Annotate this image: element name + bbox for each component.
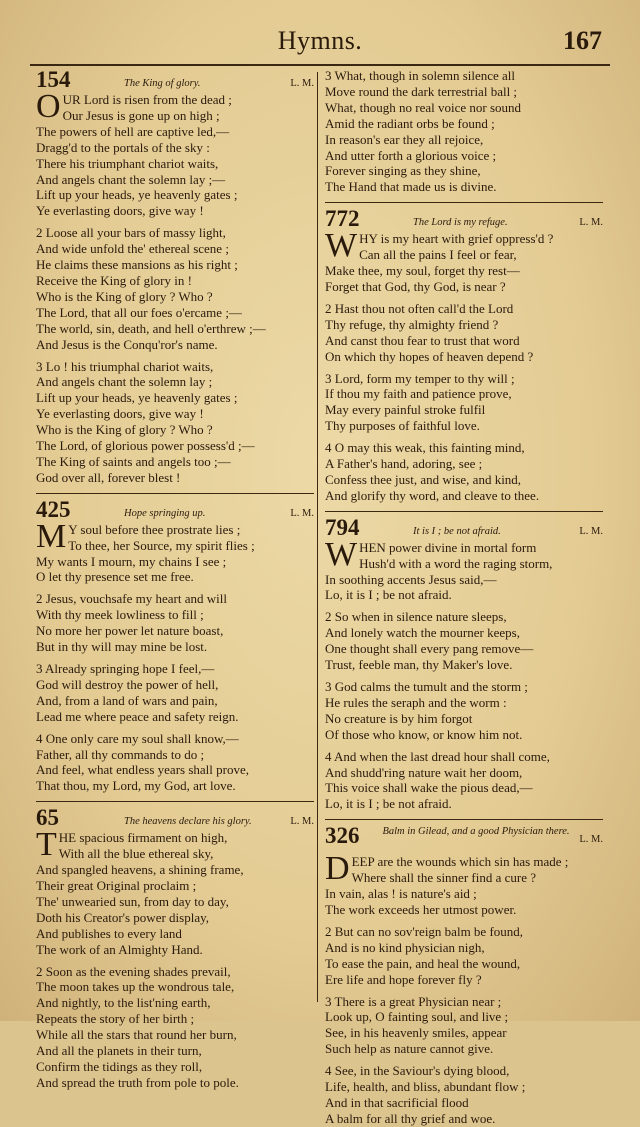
verse-line: To ease the pain, and heal the wound, xyxy=(325,955,521,971)
verse-line: 3 God calms the tumult and the storm ; xyxy=(325,679,528,694)
verse-line: 2 Soon as the evening shades prevail, xyxy=(36,963,231,979)
drop-cap: M xyxy=(36,517,67,555)
verse-line: Such help as nature cannot give. xyxy=(325,1041,494,1057)
verse-line: 3 There is a great Physician near ; xyxy=(325,993,502,1009)
verse-text: HY is my heart with grief oppress'd ? xyxy=(359,231,554,247)
hymn xyxy=(325,819,603,1127)
hymn xyxy=(36,801,314,1091)
verse-line: 3 What, though in solemn silence all xyxy=(325,68,516,83)
verse-line: In soothing accents Jesus said,— xyxy=(325,571,497,587)
hymn-meter: L. M. xyxy=(579,525,603,537)
hymn xyxy=(325,202,603,504)
hymn xyxy=(325,68,603,195)
verse-line: The work exceeds her utmost power. xyxy=(325,901,517,917)
stanza xyxy=(36,225,314,352)
stanza xyxy=(36,661,314,725)
hymn-separator xyxy=(325,202,603,203)
verse-line: And angels chant the solemn lay ;— xyxy=(36,171,226,187)
verse-line: The powers of hell are captive led,— xyxy=(36,123,230,139)
verse-line: And spread the truth from pole to pole. xyxy=(36,1074,239,1090)
left-column xyxy=(36,67,314,1090)
stanza xyxy=(36,826,314,957)
verse-line: Ye everlasting doors, give way ! xyxy=(36,406,204,422)
stanza xyxy=(36,731,314,795)
verse-line: Can all the pains I feel or fear, xyxy=(359,247,517,263)
verse-line: Where shall the sinner find a cure ? xyxy=(351,870,537,886)
verse-line: The Hand that made us is divine. xyxy=(325,179,497,195)
verse-line: Amid the radiant orbs be found ; xyxy=(325,115,495,131)
verse-line: And angels chant the solemn lay ; xyxy=(36,374,213,390)
stanza xyxy=(36,964,314,1091)
verse-line: In reason's ear they all rejoice, xyxy=(325,131,484,147)
verse-line: 4 O may this weak, this fainting mind, xyxy=(325,440,525,456)
hymn-subject: Balm in Gilead, and a good Physician there. xyxy=(382,826,570,838)
verse-line: Father, all thy commands to do ; xyxy=(36,746,205,762)
verse-line: Confess thee just, and wise, and kind, xyxy=(325,471,522,487)
verse-line: Hush'd with a word the raging storm, xyxy=(359,555,553,571)
verse-text: EEP are the wounds which sin has made ; xyxy=(351,854,569,870)
verse-line: The Lord, that all our foes o'ercame ;— xyxy=(36,304,242,320)
hymn-separator xyxy=(325,511,603,512)
verse-line: That thou, my Lord, my God, art love. xyxy=(36,778,236,794)
verse-line: Lead me where peace and safety reign. xyxy=(36,708,239,724)
stanza xyxy=(325,371,603,435)
verse-line: And, from a land of wars and pain, xyxy=(36,692,218,708)
hymn-number: 326 xyxy=(325,823,360,849)
verse-line: And Jesus is the Conqu'ror's name. xyxy=(36,336,218,352)
stanza xyxy=(36,88,314,219)
verse-line: May every painful stroke fulfil xyxy=(325,402,486,418)
verse-line: And in that sacrificial flood xyxy=(325,1094,469,1110)
verse-line: With all the blue ethereal sky, xyxy=(58,846,214,862)
hymn-heading xyxy=(325,824,603,854)
drop-cap: W xyxy=(325,227,358,265)
stanza xyxy=(36,591,314,655)
verse-line: One thought shall every pang remove— xyxy=(325,641,534,657)
hymn xyxy=(36,493,314,795)
stanza xyxy=(36,517,314,586)
hymn-subject: The heavens declare his glory. xyxy=(124,816,252,828)
verse-line: While all the stars that round her burn, xyxy=(36,1027,237,1043)
verse-line: And utter forth a glorious voice ; xyxy=(325,147,497,163)
verse-line: And canst thou fear to trust that word xyxy=(325,332,520,348)
verse-line: And wide unfold the' ethereal scene ; xyxy=(36,241,229,257)
drop-cap: O xyxy=(36,88,61,125)
verse-line: Receive the King of glory in ! xyxy=(36,272,192,288)
verse-line: God over all, forever blest ! xyxy=(36,469,181,485)
verse-line: A Father's hand, adoring, see ; xyxy=(325,456,483,472)
verse-line: Repeats the story of her birth ; xyxy=(36,1011,195,1027)
verse-line: And glorify thy word, and cleave to thee. xyxy=(325,487,540,503)
hymn-number: 425 xyxy=(36,496,71,522)
verse-line: 4 See, in the Saviour's dying blood, xyxy=(325,1063,510,1079)
verse-line: Their great Original proclaim ; xyxy=(36,877,197,893)
verse-line: Life, health, and bliss, abundant flow ; xyxy=(325,1079,526,1095)
verse-line: 2 But can no sov'reign balm be found, xyxy=(325,923,524,939)
verse-line: 3 Already springing hope I feel,— xyxy=(36,661,215,676)
stanza xyxy=(325,1063,603,1127)
verse-line: Forget that God, thy God, is near ? xyxy=(325,278,506,294)
verse-line: No more her power let nature boast, xyxy=(36,623,224,639)
verse-line: Trust, feeble man, thy Maker's love. xyxy=(325,657,513,673)
verse-line: He claims these mansions as his right ; xyxy=(36,257,238,273)
verse-line: And nightly, to the list'ning earth, xyxy=(36,995,211,1011)
verse-line: Lift up your heads, ye heavenly gates ; xyxy=(36,390,238,406)
verse-line: Lo, it is I ; be not afraid. xyxy=(325,587,452,603)
verse-line: What, though no real voice nor sound xyxy=(325,99,522,115)
verse-line: 4 And when the last dread hour shall come, xyxy=(325,748,550,764)
verse-line: 4 One only care my soul shall know,— xyxy=(36,730,239,746)
stanza xyxy=(325,68,603,195)
stanza xyxy=(325,301,603,365)
verse-line: And shudd'ring nature wait her doom, xyxy=(325,764,523,780)
verse-line: And all the planets in their turn, xyxy=(36,1043,202,1059)
hymn-heading xyxy=(36,68,314,92)
hymn-separator xyxy=(36,493,314,494)
hymn-heading xyxy=(36,806,314,830)
verse-line: And spangled heavens, a shining frame, xyxy=(36,862,244,878)
hymn-meter: L. M. xyxy=(290,816,314,828)
verse-text: HEN power divine in mortal form xyxy=(359,539,537,555)
verse-line: With thy meek lowliness to fill ; xyxy=(36,607,204,623)
verse-line: Make thee, my soul, forget thy rest— xyxy=(325,263,520,279)
column-divider xyxy=(317,72,318,1002)
stanza xyxy=(325,924,603,988)
hymn-subject: The King of glory. xyxy=(124,78,201,89)
drop-cap: D xyxy=(325,850,350,888)
hymn-meter: L. M. xyxy=(290,507,314,519)
verse-text: Y soul before thee prostrate lies ; xyxy=(68,521,241,537)
stanza xyxy=(325,440,603,504)
verse-line: Doth his Creator's power display, xyxy=(36,909,209,925)
hymn-number: 794 xyxy=(325,514,360,540)
verse-line: O let thy presence set me free. xyxy=(36,569,194,585)
stanza xyxy=(325,227,603,295)
verse-line: Ere life and hope forever fly ? xyxy=(325,971,482,987)
verse-line: Ye everlasting doors, give way ! xyxy=(36,203,204,219)
verse-line: If thou my faith and patience prove, xyxy=(325,386,512,402)
verse-line: There his triumphant chariot waits, xyxy=(36,155,219,171)
verse-line: Lo, it is I ; be not afraid. xyxy=(325,796,452,812)
verse-line: And lonely watch the mourner keeps, xyxy=(325,625,520,641)
verse-line: My wants I mourn, my chains I see ; xyxy=(36,553,227,569)
drop-cap: T xyxy=(36,826,57,864)
stanza xyxy=(325,535,603,604)
verse-line: 3 Lo ! his triumphal chariot waits, xyxy=(36,358,214,374)
hymn-meter: L. M. xyxy=(579,834,603,846)
verse-text: UR Lord is risen from the dead ; xyxy=(62,92,232,107)
verse-line: But in thy will may mine be lost. xyxy=(36,639,208,655)
verse-line: Confirm the tidings as they roll, xyxy=(36,1058,203,1074)
drop-cap: W xyxy=(325,535,358,573)
stanza xyxy=(325,850,603,918)
hymn-heading xyxy=(325,207,603,231)
verse-line: 2 Jesus, vouchsafe my heart and will xyxy=(36,591,227,607)
verse-line: 2 So when in silence nature sleeps, xyxy=(325,609,507,625)
hymn-subject: Hope springing up. xyxy=(124,507,206,519)
hymn-meter: L. M. xyxy=(579,217,603,229)
verse-line: In vain, alas ! is nature's aid ; xyxy=(325,886,477,902)
verse-text: HE spacious firmament on high, xyxy=(58,830,228,846)
stanza xyxy=(36,359,314,486)
page-title: Hymns. xyxy=(277,26,363,55)
verse-line: And feel, what endless years shall prove, xyxy=(36,762,249,778)
right-column xyxy=(325,68,603,1126)
verse-line: The Lord, of glorious power possess'd ;— xyxy=(36,438,255,454)
page-number: 167 xyxy=(563,26,602,55)
verse-line: The work of an Almighty Hand. xyxy=(36,941,203,957)
verse-line: The' unwearied sun, from day to day, xyxy=(36,893,229,909)
stanza xyxy=(325,609,603,673)
verse-line: Lift up your heads, ye heavenly gates ; xyxy=(36,187,238,203)
verse-line: Dragg'd to the portals of the sky : xyxy=(36,139,210,155)
verse-line: Who is the King of glory ? Who ? xyxy=(36,422,213,438)
hymn-heading xyxy=(36,498,314,522)
verse-line: See, in his heavenly smiles, appear xyxy=(325,1025,507,1041)
verse-line: The world, sin, death, and hell o'erthrew ;— xyxy=(36,320,266,336)
stanza xyxy=(325,749,603,813)
hymn-separator xyxy=(36,801,314,802)
verse-line: Of those who know, or know him not. xyxy=(325,726,523,742)
hymn-number: 65 xyxy=(36,805,59,831)
hymn xyxy=(325,511,603,813)
verse-line: On which thy hopes of heaven depend ? xyxy=(325,348,534,364)
verse-line: He rules the seraph and the worm : xyxy=(325,694,507,710)
hymn-separator xyxy=(325,819,603,820)
hymn-subject: It is I ; be not afraid. xyxy=(413,525,501,537)
verse-line: And publishes to every land xyxy=(36,925,182,941)
verse-line: Thy purposes of faithful love. xyxy=(325,418,480,434)
verse-line: The moon takes up the wondrous tale, xyxy=(36,979,235,995)
verse-line: God will destroy the power of hell, xyxy=(36,676,219,692)
hymn-subject: The Lord is my refuge. xyxy=(413,217,508,229)
verse-line: Forever singing as they shine, xyxy=(325,163,481,179)
verse-line: To thee, her Source, my spirit flies ; xyxy=(68,537,255,553)
verse-line: This voice shall wake the pious dead,— xyxy=(325,780,533,796)
verse-line: Our Jesus is gone up on high ; xyxy=(62,107,220,123)
verse-line: And is no kind physician nigh, xyxy=(325,939,485,955)
verse-line: The King of saints and angels too ;— xyxy=(36,453,231,469)
verse-line: 3 Lord, form my temper to thy will ; xyxy=(325,370,515,386)
stanza xyxy=(325,994,603,1058)
page-header xyxy=(30,24,610,66)
hymn xyxy=(36,68,314,486)
verse-line: Thy refuge, thy almighty friend ? xyxy=(325,316,499,332)
hymn-heading xyxy=(325,516,603,540)
hymn-number: 154 xyxy=(36,67,71,92)
verse-line: Move round the dark terrestrial ball ; xyxy=(325,83,518,99)
verse-line: No creature is by him forgot xyxy=(325,710,473,726)
verse-line: Who is the King of glory ? Who ? xyxy=(36,288,213,304)
stanza xyxy=(325,679,603,743)
verse-line: 2 Hast thou not often call'd the Lord xyxy=(325,300,514,316)
hymn-number: 772 xyxy=(325,206,360,232)
verse-line: Look up, O fainting soul, and live ; xyxy=(325,1009,509,1025)
verse-line: A balm for all thy grief and woe. xyxy=(325,1110,496,1126)
hymn-meter: L. M. xyxy=(290,78,314,89)
verse-line: 2 Loose all your bars of massy light, xyxy=(36,225,226,241)
